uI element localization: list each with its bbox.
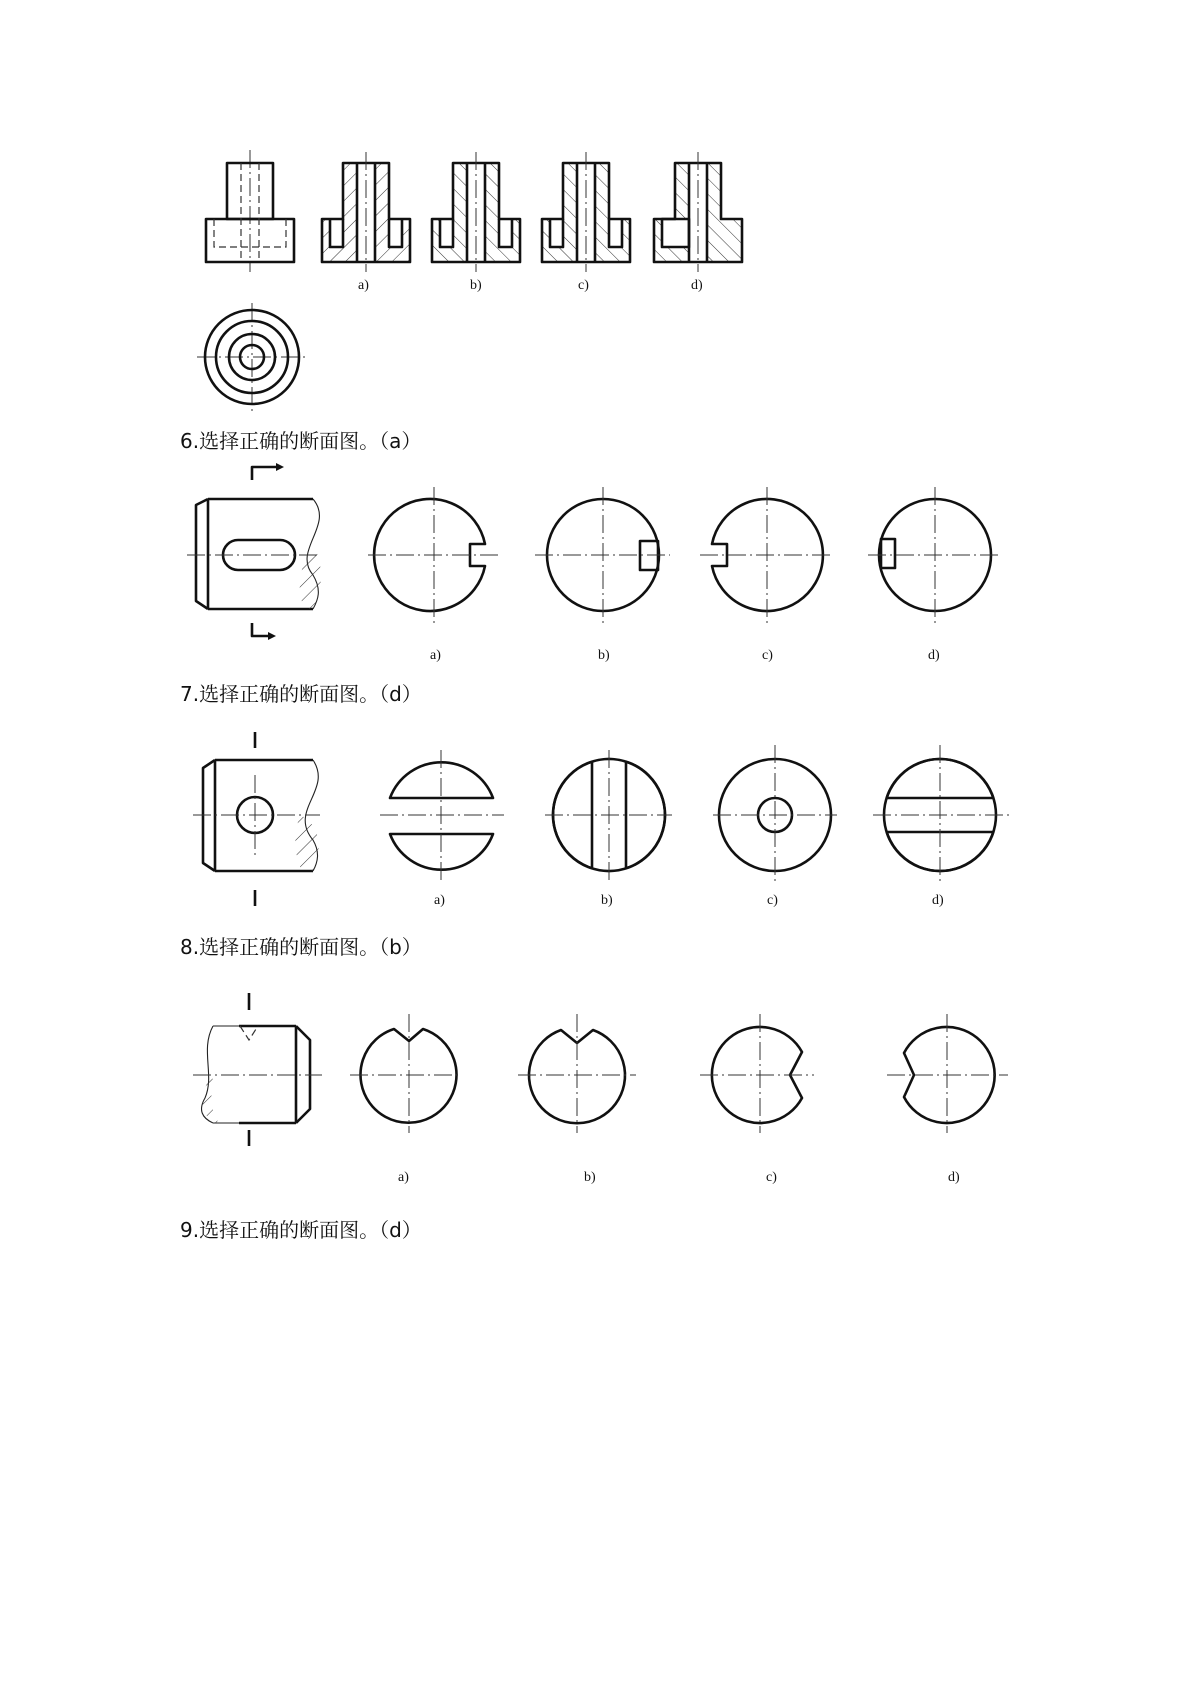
question6-option-label-a: a)	[430, 648, 441, 663]
question6-option-label-b: b)	[598, 648, 610, 663]
question6-option-label-d: d)	[928, 648, 940, 663]
question6-main-view	[187, 463, 321, 640]
question8-option-label-b: b)	[584, 1170, 596, 1185]
question7-option-c	[713, 745, 837, 885]
question7-text: 7.选择正确的断面图。（d）	[180, 682, 422, 706]
question8-main-view	[193, 993, 322, 1146]
question6-option-c	[700, 487, 834, 624]
section5-option-label-b: b)	[470, 278, 482, 293]
question8-option-label-d: d)	[948, 1170, 960, 1185]
question6-option-label-c: c)	[762, 648, 773, 663]
question8-option-d	[887, 1014, 1008, 1133]
section5-option-label-a: a)	[358, 278, 369, 293]
question7-option-label-c: c)	[767, 893, 778, 908]
section5-option-d	[654, 152, 742, 272]
question7-option-b	[545, 750, 672, 882]
section5-option-c	[542, 152, 630, 272]
question7-option-label-d: d)	[932, 893, 944, 908]
question7-option-label-b: b)	[601, 893, 613, 908]
question7-option-d	[873, 745, 1010, 885]
question8-option-label-a: a)	[398, 1170, 409, 1185]
question9-text: 9.选择正确的断面图。（d）	[180, 1218, 422, 1242]
question7-main-view	[193, 732, 320, 906]
question7-option-label-a: a)	[434, 893, 445, 908]
section5-top-view	[197, 303, 307, 411]
question6-text: 6.选择正确的断面图。（a）	[180, 429, 422, 453]
question8-option-a	[350, 1014, 458, 1133]
question8-option-c	[700, 1014, 814, 1133]
section5-option-b	[432, 152, 520, 272]
section5-option-label-c: c)	[578, 278, 589, 293]
section5-front-view	[206, 150, 294, 272]
question7-option-a	[380, 750, 504, 882]
section5-option-a	[322, 152, 410, 272]
question8-text: 8.选择正确的断面图。（b）	[180, 935, 422, 959]
section5-option-label-d: d)	[691, 278, 703, 293]
question6-option-b	[535, 487, 670, 624]
question8-option-b	[518, 1014, 636, 1133]
question6-option-a	[368, 487, 500, 624]
question8-option-label-c: c)	[766, 1170, 777, 1185]
question6-option-d	[868, 487, 1002, 624]
